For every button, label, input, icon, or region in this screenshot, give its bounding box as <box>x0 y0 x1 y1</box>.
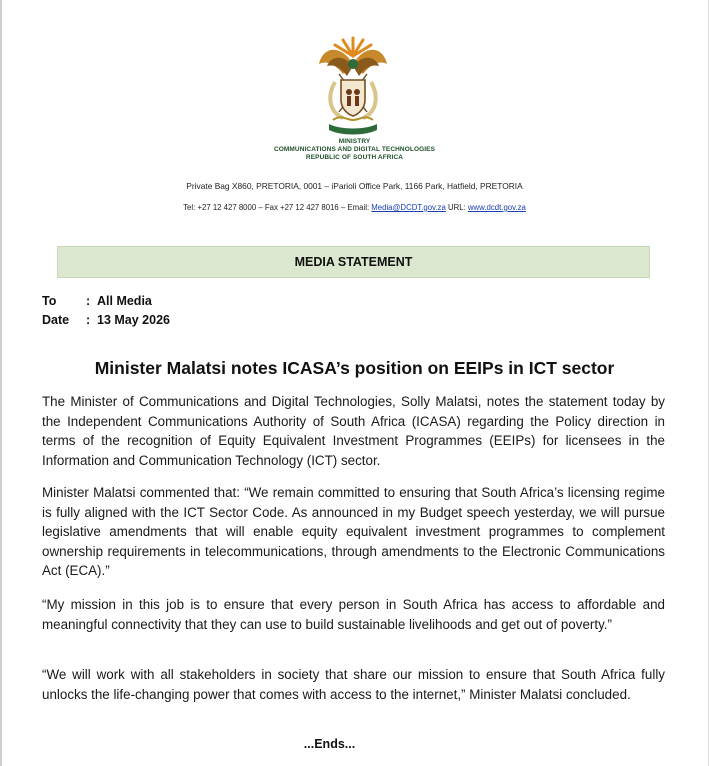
department-name: COMMUNICATIONS AND DIGITAL TECHNOLOGIES <box>273 146 436 153</box>
body-paragraph-1: The Minister of Communications and Digital Technologies, Solly Malatsi, notes the statement today by the Independent Communications Authority of South Africa (ICASA) regarding the Policy direction in terms of the recognition of Equity Equivalent Investment Programmes (EEIPs) for licensees in the Information and Communication Technology (ICT) sector. <box>42 394 665 468</box>
media-statement-banner: MEDIA STATEMENT <box>57 246 650 278</box>
to-row <box>42 294 152 308</box>
date-row <box>42 313 170 327</box>
country-name: REPUBLIC OF SOUTH AFRICA <box>305 154 404 161</box>
body-paragraph-3: “My mission in this job is to ensure that every person in South Africa has access to affordable and meaningful connectivity that they can use to build sustainable livelihoods and get out of poverty.” <box>42 597 665 632</box>
contact-phone-fax: Tel: +27 12 427 8000 – Fax +27 12 427 8016 – Email: <box>183 203 370 212</box>
contact-line <box>0 203 709 212</box>
body-paragraph-4: “We will work with all stakeholders in society that share our mission to ensure that South Africa fully unlocks the life-changing power that comes with access to the internet,” Minister Malatsi concluded. <box>42 667 665 702</box>
url-label: URL: <box>447 203 466 212</box>
ends-marker: ...Ends... <box>303 737 356 751</box>
statement-headline: Minister Malatsi notes ICASA’s position on EEIPs in ICT sector <box>94 358 615 378</box>
body-paragraph-2: Minister Malatsi commented that: “We remain committed to ensuring that South Africa’s licensing regime is fully aligned with the ICT Sector Code. As announced in my Budget speech yesterday, we will pursue legislative amendments that will enable equity equivalent investment programmes to complement ownership requirements in telecommunications, through amendments to the Electronic Communications Act (ECA).” <box>42 485 665 578</box>
ministry-label: MINISTRY <box>338 138 371 145</box>
to-key: To <box>42 294 57 308</box>
date-key: Date <box>42 313 70 327</box>
email-link[interactable]: Media@DCDT.gov.za <box>371 203 446 212</box>
page-edge-left <box>0 0 2 766</box>
website-link[interactable]: www.dcdt.gov.za <box>467 203 526 212</box>
to-colon: : <box>86 294 91 308</box>
coat-of-arms-icon <box>313 34 393 138</box>
ministry-name-block <box>0 138 709 162</box>
postal-address: Private Bag X860, PRETORIA, 0001 – iParioli Office Park, 1166 Park, Hatfield, PRETORIA <box>186 181 523 191</box>
date-colon: : <box>86 313 91 327</box>
date-value: 13 May 2026 <box>97 313 170 327</box>
to-value: All Media <box>97 294 152 308</box>
